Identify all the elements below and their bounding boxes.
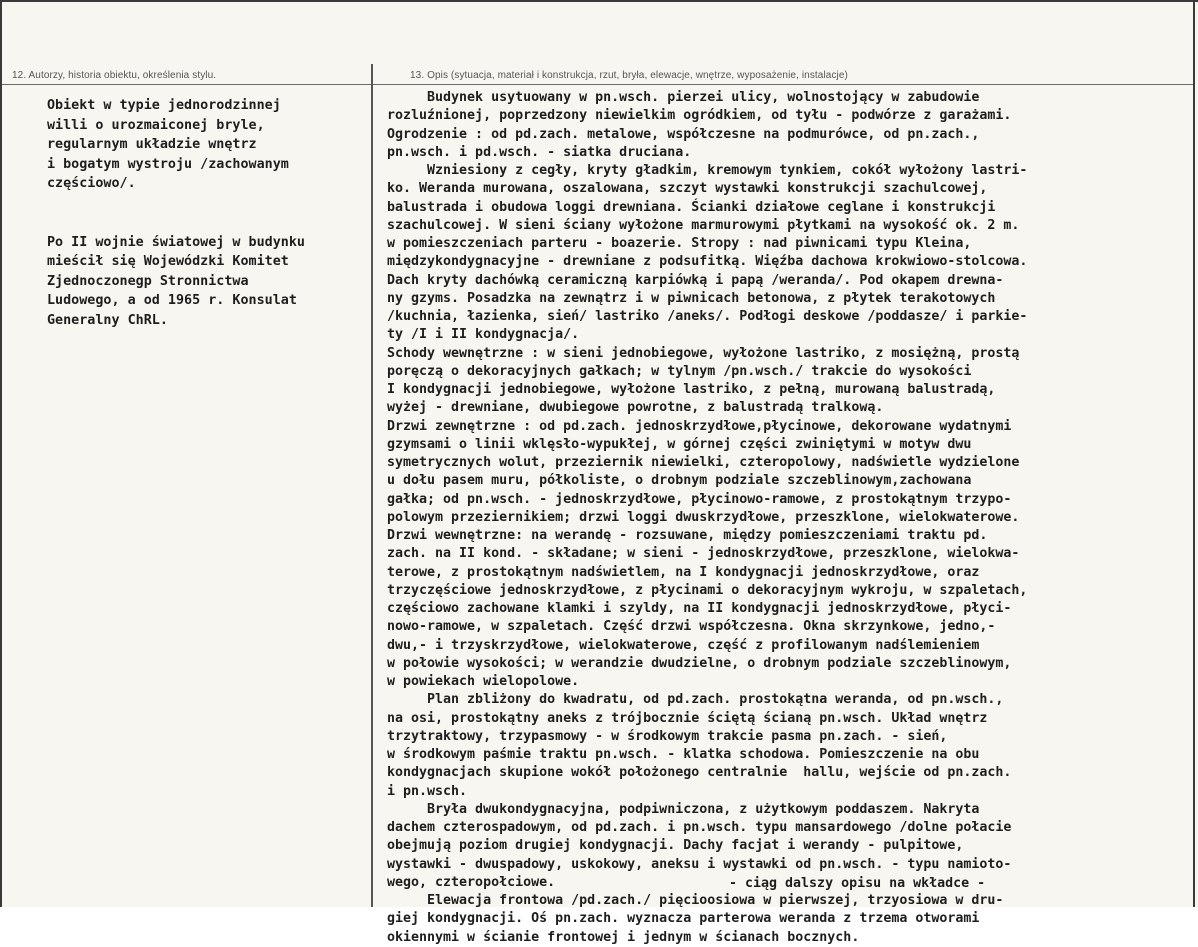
description-line: w powiekach wielopolowe.: [387, 674, 580, 689]
description-line: Elewacja frontowa /pd.zach./ pięcioosiowa w pierwszej, trzyosiowa w dru-: [387, 893, 1004, 908]
description-line: Budynek usytuowany w pn.wsch. pierzei ulicy, wolnostojący w zabudowie: [387, 90, 980, 105]
description-line: trzyczęściowe jednoskrzydłowe, z płycinami o dekoracyjnym wykroju, w szpaletach,: [387, 582, 1028, 598]
description-line: Bryła dwukondygnacyjna, podpiwniczona, z użytkowym poddaszem. Nakryta: [387, 801, 980, 817]
column-divider: [371, 64, 373, 907]
description-line: wystawki - dwuspadowy, uskokowy, aneksu i wystawki od pn.wsch. - typu namioto-: [387, 856, 1012, 872]
page-border-left: [0, 0, 2, 907]
description-line: nowo-ramowe, w szpaletach. Część drzwi współczesna. Okna skrzynkowe, jedno,-: [387, 619, 996, 635]
description-line: poręczą o dekoracyjnych gałkach; w tylnym /pn.wsch./ trakcie do wysokości: [387, 363, 972, 379]
description-line: gałka; od pn.wsch. - jednoskrzydłowe, płycinowo-ramowe, z prostokątnym trzypo-: [387, 491, 1012, 507]
text-line: Zjednoczonegp Stronnictwa: [47, 273, 249, 289]
description-line: pn.wsch. i pd.wsch. - siatka druciana.: [387, 144, 692, 160]
page-border-top: [0, 0, 1198, 2]
description-line: Plan zbliżony do kwadratu, od pd.zach. prostokątna weranda, od pn.wsch.,: [387, 692, 1004, 708]
description-line: w środkowym paśmie traktu pn.wsch. - klatka schodowa. Pomieszczenie na obu: [387, 747, 980, 762]
description-line: wego, czteropołciowe.: [387, 874, 556, 890]
description-line: okiennymi w ścianie frontowej i jednym w ścianach bocznych.: [387, 929, 860, 945]
description-line: częściowo zachowane klamki i szyldy, na II kondygnacji jednoskrzydłowe, płyci-: [387, 601, 1012, 616]
section-13-label: 13. Opis (sytuacja, materiał i konstrukcja, rzut, bryła, elewacje, wnętrze, wyposażenie, instalacje): [410, 70, 848, 81]
description-line: w pomieszczeniach parteru - boazerie. Stropy : nad piwnicami typu Kleina,: [387, 236, 972, 251]
description-line: symetrycznych wolut, przeziernik niewielki, czteropolowy, nadświetle wydzielone: [387, 455, 1020, 470]
text-line: Obiekt w typie jednorodzinnej: [47, 98, 281, 113]
description-line: balustrada i obudowa loggi drewniana. Ścianki działowe ceglane i konstrukcji: [387, 199, 996, 215]
description-line: obejmują poziom drugiej kondygnacji. Dachy facjat i werandy - pulpitowe,: [387, 838, 964, 854]
text-line: częściowo/.: [47, 176, 136, 191]
description-line: terowe, z prostokątnym nadświetlem, na I kondygnacji jednoskrzydłowe, oraz: [387, 564, 980, 580]
text-line: regularnym układzie wnętrz: [47, 137, 257, 152]
description-line: giej kondygnacji. Oś pn.zach. wyznacza parterowa weranda z trzema otworami: [387, 911, 980, 927]
description-line: u dołu pasem muru, półkoliste, o drobnym podziale szczeblinowym,zachowana: [387, 473, 972, 489]
description-line: dachem czterospadowym, od pd.zach. i pn.wsch. typu mansardowego /dolne połacie: [387, 820, 1012, 835]
continuation-note: - ciąg dalszy opisu na wkładce -: [729, 876, 986, 891]
text-line: Ludowego, a od 1965 r. Konsulat: [47, 293, 297, 308]
description-line: w połowie wysokości; w werandzie dwudzielne, o drobnym podziale szczeblinowym,: [387, 655, 1012, 671]
description-line: Ogrodzenie : od pd.zach. metalowe, współczesne na podmurówce, od pn.zach.,: [387, 126, 980, 142]
description-line: Dach kryty dachówką ceramiczną karpiówką i papą /weranda/. Pod okapem drewna-: [387, 272, 1004, 288]
history-description: [47, 233, 367, 331]
description-line: ko. Weranda murowana, oszalowana, szczyt wystawki konstrukcji szachulcowej,: [387, 181, 988, 197]
description-line: trzytraktowy, trzypasmowy - w środkowym trakcie pasma pn.zach. - sień,: [387, 728, 948, 744]
description-line: kondygnacjach skupione wokół położonego centralnie hallu, wejście od pn.zach.: [387, 765, 1012, 781]
description-line: szachulcowej. W sieni ściany wyłożone marmurowymi płytkami na wysokość ok. 2 m.: [387, 217, 1020, 233]
text-line: i bogatym wystroju /zachowanym: [47, 156, 289, 172]
description-line: i pn.wsch.: [387, 783, 468, 799]
section-12-label: 12. Autorzy, historia obiektu, określenia stylu.: [12, 70, 217, 81]
description-line: dwu,- i trzyskrzydłowe, wielokwaterowe, część z profilowanym nadślemieniem: [387, 637, 980, 653]
description-line: /kuchnia, łazienka, sień/ lastriko /aneks/. Podłogi deskowe /poddasze/ i parkie-: [387, 309, 1028, 324]
description-line: Schody wewnętrzne : w sieni jednobiegowe, wyłożone lastriko, z mosiężną, prostą: [387, 345, 1020, 361]
description-line: międzykondygnacyjne - drewniane z podsufitką. Więźba dachowa krokwiowo-stolcowa.: [387, 254, 1028, 270]
header-divider: [2, 84, 1193, 85]
description-line: ty /I i II kondygnacja/.: [387, 327, 580, 343]
style-description: [47, 96, 367, 194]
description-line: Wzniesiony z cegły, kryty gładkim, kremowym tynkiem, cokół wyłożony lastri-: [387, 163, 1028, 178]
description-line: ny gzyms. Posadzka na zewnątrz i w piwnicach betonowa, z płytek terakotowych: [387, 290, 996, 306]
text-line: Generalny ChRL.: [47, 312, 168, 328]
text-line: willi o urozmaiconej bryle,: [47, 117, 265, 133]
description-line: gzymsami o linii wklęsło-wypukłej, w górnej części zwiniętymi w motyw dwu: [387, 436, 972, 452]
description-line: I kondygnacji jednobiegowe, wyłożone lastriko, z pełną, murowaną balustradą,: [387, 382, 996, 397]
description-column: [387, 89, 1195, 947]
description-line: rozluźnionej, poprzedzony niewielkim ogródkiem, od tyłu - podwórze z garażami.: [387, 108, 1012, 124]
description-line: Drzwi wewnętrzne: na werandę - rozsuwane, między pomieszczeniami traktu pd.: [387, 528, 988, 543]
description-line: na osi, prostokątny aneks z trójbocznie ściętą ścianą pn.wsch. Układ wnętrz: [387, 710, 988, 726]
text-line: mieścił się Wojewódzki Komitet: [47, 254, 289, 269]
description-line: Drzwi zewnętrzne : od pd.zach. jednoskrzydłowe,płycinowe, dekorowane wydatnymi: [387, 418, 1012, 434]
description-line: wyżej - drewniane, dwubiegowe powrotne, z balustradą tralkową.: [387, 400, 884, 416]
description-line: polowym przeziernikiem; drzwi loggi dwuskrzydłowe, przeszklone, wielokwaterowe.: [387, 509, 1020, 525]
description-line: zach. na II kond. - składane; w sieni - jednoskrzydłowe, przeszklone, wielokwa-: [387, 546, 1020, 562]
text-line: Po II wojnie światowej w budynku: [47, 234, 305, 250]
authors-history-column: [47, 96, 367, 330]
